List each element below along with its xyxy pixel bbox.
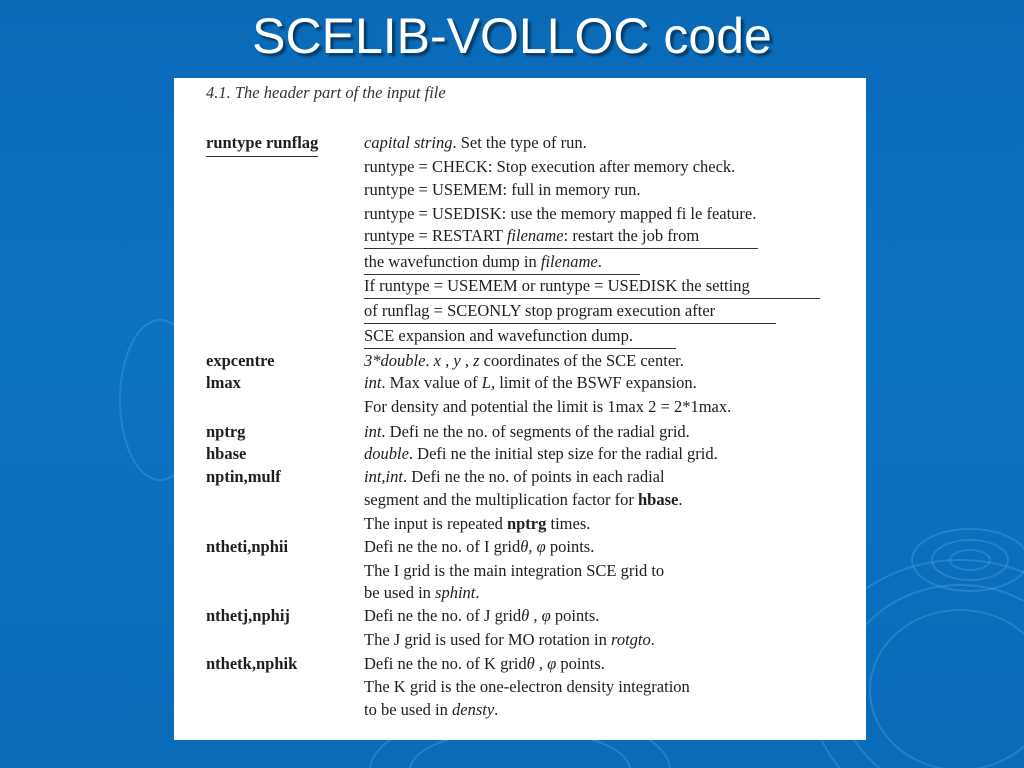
slide-title: SCELIB-VOLLOC code (252, 8, 772, 64)
runtype-desc-line: runtype = RESTART filename: restart the job from (364, 226, 758, 249)
ntheti-desc: Defi ne the no. of I gridθ, φ points. (364, 537, 595, 556)
runtype-desc-line: runtype = CHECK: Stop execution after memory check. (364, 157, 736, 176)
ntheti-desc-line: The I grid is the main integration SCE grid to (364, 561, 665, 580)
runtype-desc-line: SCE expansion and wavefunction dump. (364, 326, 676, 349)
runtype-desc-line: If runtype = USEMEM or runtype = USEDISK the setting (364, 276, 820, 299)
nthetk-desc-line: The K grid is the one-electron density integration (364, 677, 690, 696)
lmax-desc-line: For density and potential the limit is 1max 2 = 2*1max. (364, 397, 732, 416)
nptin-desc-line: segment and the multiplication factor for hbase. (364, 490, 683, 509)
param-ntheti: ntheti,nphii (206, 537, 289, 556)
param-lmax: lmax (206, 373, 241, 392)
expcentre-desc: 3*double. x , y , z coordinates of the SCE center. (364, 351, 684, 370)
section-heading: 4.1. The header part of the input file (206, 83, 446, 102)
nthetk-desc: Defi ne the no. of K gridθ , φ points. (364, 654, 605, 673)
nthetj-desc: Defi ne the no. of J gridθ , φ points. (364, 606, 600, 625)
nthetj-desc-line: The J grid is used for MO rotation in rotgto. (364, 630, 655, 649)
runtype-desc-line: runtype = USEDISK: use the memory mapped fi le feature. (364, 204, 757, 223)
ntheti-desc-line: be used in sphint. (364, 583, 480, 602)
param-nptrg: nptrg (206, 422, 246, 441)
param-nthetk: nthetk,nphik (206, 654, 298, 673)
nptrg-desc: int. Defi ne the no. of segments of the radial grid. (364, 422, 690, 441)
nptin-desc-line: The input is repeated nptrg times. (364, 514, 591, 533)
param-runtype: runtype runflag (206, 133, 318, 157)
param-hbase: hbase (206, 444, 247, 463)
nptin-desc: int,int. Defi ne the no. of points in each radial (364, 467, 665, 486)
param-nptin: nptin,mulf (206, 467, 281, 486)
runtype-desc-line: capital string. Set the type of run. (364, 133, 587, 152)
lmax-desc: int. Max value of L, limit of the BSWF expansion. (364, 373, 697, 392)
param-expcentre: expcentre (206, 351, 275, 370)
runtype-desc-line: the wavefunction dump in filename. (364, 252, 640, 275)
document-figure (174, 78, 866, 740)
hbase-desc: double. Defi ne the initial step size for the radial grid. (364, 444, 718, 463)
nthetk-desc-line: to be used in densty. (364, 700, 499, 719)
runtype-desc-line: runtype = USEMEM: full in memory run. (364, 180, 641, 199)
param-nthetj: nthetj,nphij (206, 606, 290, 625)
runtype-desc-line: of runflag = SCEONLY stop program execution after (364, 301, 776, 324)
